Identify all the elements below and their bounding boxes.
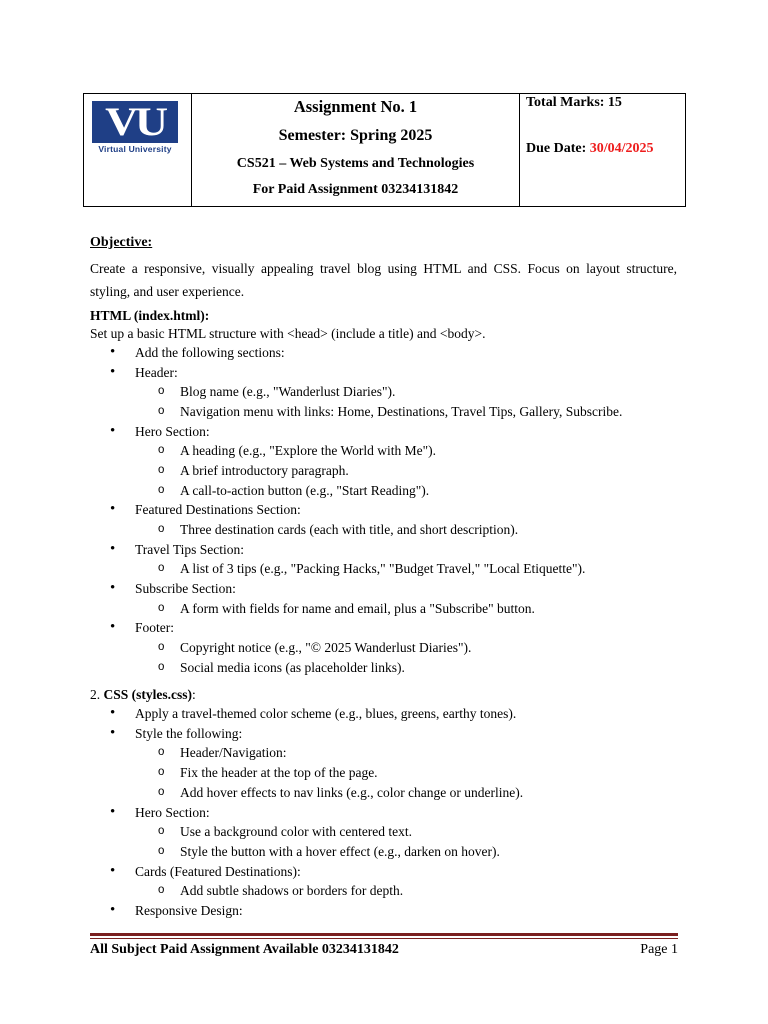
list-item — [90, 422, 677, 501]
list-item — [90, 901, 677, 921]
list-item — [90, 704, 677, 724]
sub-list-item: o Add hover effects to nav links (e.g., color change or underline). — [90, 783, 677, 803]
assignment-title: Assignment No. 1 — [293, 97, 418, 116]
sub-list-item: o Social media icons (as placeholder links). — [90, 658, 677, 678]
logo-cell — [84, 94, 192, 206]
list-item-label: Subscribe Section: — [135, 581, 236, 597]
objective-heading: Objective: — [90, 235, 153, 250]
sub-list — [135, 599, 677, 619]
list-item — [90, 363, 677, 422]
objective-text: Create a responsive, visually appealing travel blog using HTML and CSS. Focus on layout structure, styling, and user experience. — [90, 261, 677, 299]
footer-rule-thin — [90, 938, 678, 939]
sub-list-item: o A heading (e.g., "Explore the World with Me"). — [90, 441, 677, 461]
sub-list-item: o Navigation menu with links: Home, Destinations, Travel Tips, Gallery, Subscribe. — [90, 402, 677, 422]
course-title: CS521 – Web Systems and Technologies — [236, 156, 475, 171]
list-item-label: Header: — [135, 364, 178, 380]
css-section-heading-line — [90, 686, 677, 704]
sub-list — [135, 559, 677, 579]
paid-assignment-line: For Paid Assignment 03234131842 — [252, 182, 459, 197]
vu-logo — [92, 101, 178, 143]
css-section-number: 2. — [90, 687, 104, 703]
list-item-label: Travel Tips Section: — [135, 541, 245, 557]
list-item-label: Apply a travel-themed color scheme (e.g., blues, greens, earthy tones). — [135, 706, 517, 722]
css-requirements-list — [90, 704, 677, 920]
html-requirements-list — [90, 343, 677, 677]
sub-list-item: o A call-to-action button (e.g., "Start Reading"). — [90, 481, 677, 501]
assignment-header-table — [83, 93, 686, 207]
sub-list-item: o Fix the header at the top of the page. — [90, 763, 677, 783]
sub-list — [135, 881, 677, 901]
list-item-label: Featured Destinations Section: — [135, 502, 301, 518]
list-item-label: Hero Section: — [135, 423, 210, 439]
sub-list-item: o A form with fields for name and email, plus a "Subscribe" button. — [90, 599, 677, 619]
sub-list-item: o Add subtle shadows or borders for depth. — [90, 881, 677, 901]
sub-list-item: o Three destination cards (each with title, and short description). — [90, 520, 677, 540]
semester-title: Semester: Spring 2025 — [278, 127, 433, 144]
list-item-label: Style the following: — [135, 725, 243, 741]
sub-list — [135, 822, 677, 862]
list-item — [90, 540, 677, 579]
sub-list-item: o Header/Navigation: — [90, 743, 677, 763]
info-cell — [520, 94, 685, 206]
list-item-label: Hero Section: — [135, 804, 210, 820]
footer-rule-thick — [90, 933, 678, 936]
list-item-label: Footer: — [135, 620, 174, 636]
sub-list-item: o Style the button with a hover effect (e.g., darken on hover). — [90, 842, 677, 862]
sub-list — [135, 441, 677, 500]
sub-list-item: o Copyright notice (e.g., "© 2025 Wanderlust Diaries"). — [90, 638, 677, 658]
html-section-intro: Set up a basic HTML structure with <head> (include a title) and <body>. — [90, 326, 486, 341]
list-item-label: Cards (Featured Destinations): — [135, 863, 301, 879]
list-item — [90, 862, 677, 901]
sub-list-item: o Blog name (e.g., "Wanderlust Diaries"). — [90, 382, 677, 402]
list-item — [90, 618, 677, 677]
page-number: Page 1 — [640, 942, 678, 957]
due-date-line — [526, 140, 685, 158]
list-item-label: Add the following sections: — [135, 345, 285, 360]
css-section-colon: : — [192, 687, 196, 703]
list-item — [90, 500, 677, 539]
due-date-value: 30/04/2025 — [589, 141, 654, 156]
vu-logo-mark: VU — [105, 101, 165, 143]
sub-list — [135, 743, 677, 802]
sub-list — [135, 382, 677, 422]
list-item — [90, 803, 677, 862]
list-item — [90, 343, 677, 363]
sub-list — [135, 638, 677, 678]
sub-list-item: o A list of 3 tips (e.g., "Packing Hacks," "Budget Travel," "Local Etiquette"). — [90, 559, 677, 579]
total-marks: Total Marks: 15 — [526, 95, 622, 110]
list-item — [90, 724, 677, 803]
title-cell — [192, 94, 520, 206]
html-section-heading: HTML (index.html): — [90, 308, 210, 323]
document-body — [90, 233, 677, 921]
sub-list-item: o A brief introductory paragraph. — [90, 461, 677, 481]
due-date-label: Due Date: — [526, 141, 590, 156]
sub-list — [135, 520, 677, 540]
sub-list-item: o Use a background color with centered text. — [90, 822, 677, 842]
list-item-label: Responsive Design: — [135, 903, 243, 919]
footer-promo-text: All Subject Paid Assignment Available 03234131842 — [90, 942, 399, 957]
list-item — [90, 579, 677, 618]
vu-logo-caption: Virtual University — [98, 144, 172, 154]
css-section-heading: CSS (styles.css) — [103, 687, 193, 703]
